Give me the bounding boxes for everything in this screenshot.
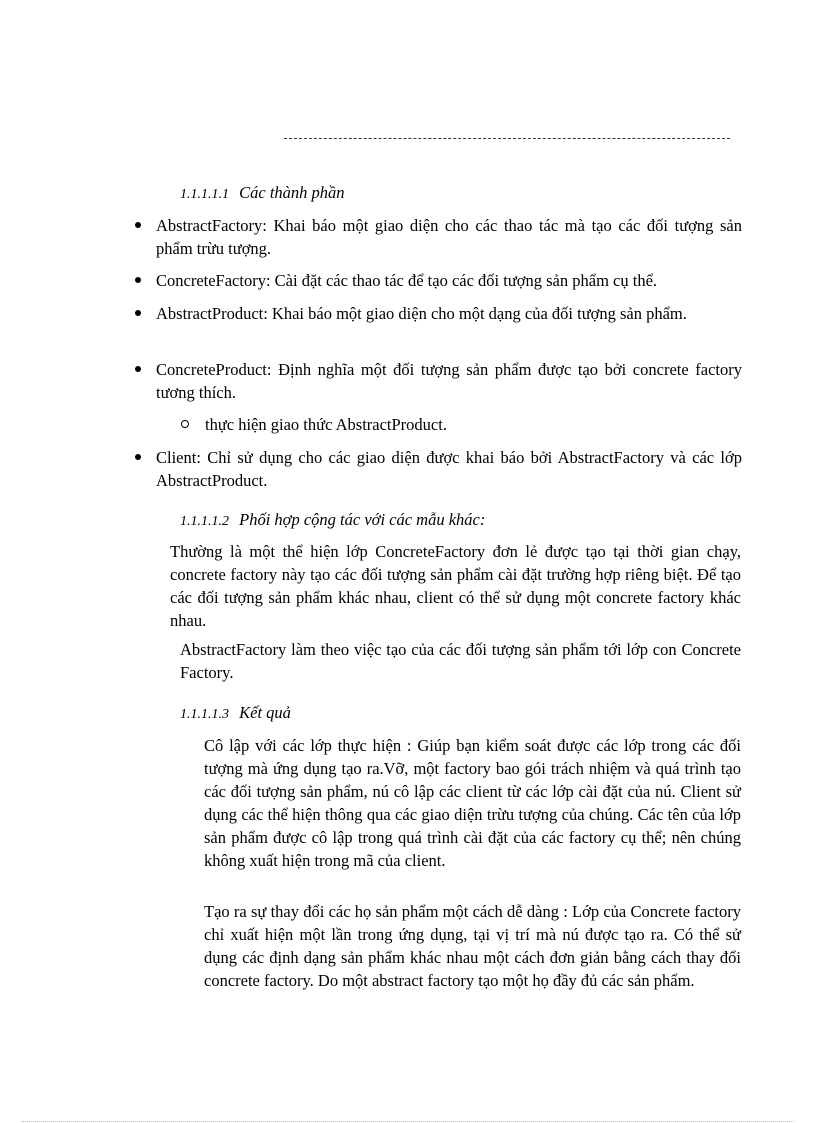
section-heading-collaboration (180, 510, 485, 532)
bullet-client: Client: Chỉ sử dụng cho các giao diện được khai báo bởi AbstractFactory và các lớp AbstractProduct. (156, 448, 742, 490)
section-number: 1.1.1.1.3 (180, 707, 229, 722)
bullet-concrete-factory: ConcreteFactory: Cài đặt các thao tác để tạo các đối tượng sản phẩm cụ thể. (156, 269, 742, 292)
section-heading-components (180, 183, 345, 205)
section-title: Các thành phần (239, 183, 345, 202)
paragraph-collaboration-2: AbstractFactory làm theo việc tạo của các đối tượng sản phẩm tới lớp con Concrete Factory. (180, 640, 741, 682)
paragraph-collaboration-1: Thường là một thể hiện lớp ConcreteFactory đơn lẻ được tạo tại thời gian chạy, concrete factory này tạo các đối tượng sản phẩm cài đặt trường hợp riêng biệt. Để tạo các đối tượng sản phẩm khác nhau, client có thể sử dụng một concrete factory khác nhau. (170, 542, 741, 630)
section-heading-results (180, 703, 291, 725)
section-title: Kết quả (239, 703, 291, 722)
footer-dotted-rule (22, 1121, 794, 1122)
bullet-concrete-product: ConcreteProduct: Định nghĩa một đối tượng sản phẩm được tạo bởi concrete factory tương thích. (156, 360, 742, 402)
paragraph-results-1: Cô lập với các lớp thực hiện : Giúp bạn kiểm soát được các lớp trong các đối tượng mà ứng dụng tạo ra.Vỡ, một factory bao gói trách nhiệm và quá trình tạo các đối tượng sản phẩm, nú cô lập các client từ các lớp cài đặt của nú. Client sử dụng các thể hiện thông qua các giao diện trừu tượng của chúng. Các tên của lớp sản phẩm được cô lập trong quá trình cài đặt của các factory cụ thể; nên chúng không xuất hiện trong mã của client. (204, 736, 741, 870)
section-title: Phối hợp cộng tác với các mẫu khác: (239, 510, 486, 529)
bullet-abstract-factory: AbstractFactory: Khai báo một giao diện cho các thao tác mà tạo các đối tượng sản phẩm trừu tượng. (156, 216, 742, 258)
bullet-abstract-product: AbstractProduct: Khai báo một giao diện cho một dạng của đối tượng sản phẩm. (156, 302, 742, 325)
paragraph-results-2: Tạo ra sự thay đổi các họ sản phẩm một cách dễ dàng : Lớp của Concrete factory chỉ xuất hiện một lần trong ứng dụng, tại vị trí mà nú được tạo ra. Có thể sử dụng các định dạng sản phẩm khác nhau một cách đơn giản bằng cách thay đổi concrete factory. Do một abstract factory tạo một họ đầy đủ các sản phẩm. (204, 902, 741, 990)
header-dashed-rule (284, 138, 730, 139)
section-number: 1.1.1.1.2 (180, 514, 229, 529)
sub-bullet-protocol: thực hiện giao thức AbstractProduct. (205, 413, 745, 436)
section-number: 1.1.1.1.1 (180, 187, 229, 202)
